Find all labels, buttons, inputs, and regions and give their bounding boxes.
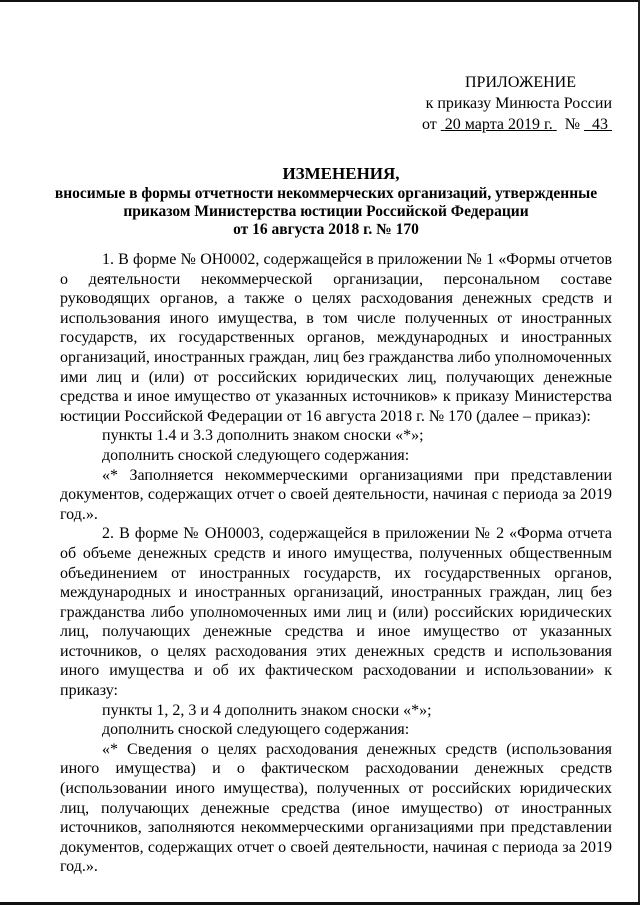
paragraph-1: 1. В форме № ОН0002, содержащейся в приложении № 1 «Формы отчетов о деятельности некоммерческой организации, персональном составе руководящих органов, а также о целях расходования денежных средств и использования иного имущества, в том числе полученных от иностранных государств, их государственных органов, международных и иностранных организаций, иностранных граждан, лиц без гражданства либо уполномоченных ими лиц и (или) от российских юридических лиц, получающих денежные средства и иное имущество от указанных источников» к приказу Министерства юстиции Российской Федерации от 16 августа 2018 г. № 170 (далее – приказ): bbox=[60, 251, 612, 425]
document-title bbox=[40, 163, 612, 239]
paragraph-1-instruction-a: пункты 1.4 и 3.3 дополнить знаком сноски «*»; bbox=[102, 427, 424, 445]
order-date: 20 марта 2019 г. bbox=[444, 116, 553, 133]
date-prefix: от bbox=[422, 116, 437, 133]
order-reference: к приказу Минюста России bbox=[425, 95, 612, 112]
paragraph-2-instruction-b: дополнить сноской следующего содержания: bbox=[102, 721, 410, 739]
order-number: 43 bbox=[592, 116, 608, 133]
paragraph-2-footnote: «* Сведения о целях расходования денежных средств (использования иного имущества) и о фактическом расходовании денежных средств (использовании иного имущества), полученных от российских юридических лиц, получающих денежные средства (иное имущество) от иностранных источников, заполняются некоммерческими организациями при представлении документов, содержащих отчет о своей деятельности, начиная с периода за 2019 год.». bbox=[60, 740, 612, 876]
order-date-line bbox=[380, 114, 612, 135]
title-heading: ИЗМЕНЕНИЯ, bbox=[282, 164, 400, 183]
scan-edge-top bbox=[0, 0, 640, 2]
paragraph-2-instruction-a: пункты 1, 2, 3 и 4 дополнить знаком сноски «*»; bbox=[102, 701, 432, 719]
paragraph-2: 2. В форме № ОН0003, содержащейся в приложении № 2 «Форма отчета об объеме денежных средств и иного имущества, полученных общественным объединением от иностранных государств, их государственных органов, международных и иностранных организаций, иностранных граждан, лиц без гражданства либо уполномоченных ими лиц и (или) российских юридических лиц, получающих денежные средства и иное имущество от указанных источников, о целях расходования этих денежных средств и использования иного имущества и об их фактическом расходовании и использовании» к приказу: bbox=[60, 525, 612, 700]
appendix-header bbox=[380, 72, 612, 135]
paragraph-1-instruction-b: дополнить сноской следующего содержания: bbox=[102, 446, 410, 464]
title-line-3: от 16 августа 2018 г. № 170 bbox=[233, 221, 419, 238]
title-line-2: приказом Министерства юстиции Российской Федерации bbox=[123, 203, 529, 220]
number-prefix: № bbox=[564, 116, 580, 133]
document-body bbox=[60, 250, 612, 877]
title-line-1: вносимые в формы отчетности некоммерческих организаций, утвержденные bbox=[54, 185, 598, 202]
appendix-label: ПРИЛОЖЕНИЕ bbox=[464, 74, 576, 91]
paragraph-1-footnote: «* Заполняется некоммерческими организациями при представлении документов, содержащих отчет о своей деятельности, начиная с периода за 2019 год.». bbox=[60, 466, 612, 523]
